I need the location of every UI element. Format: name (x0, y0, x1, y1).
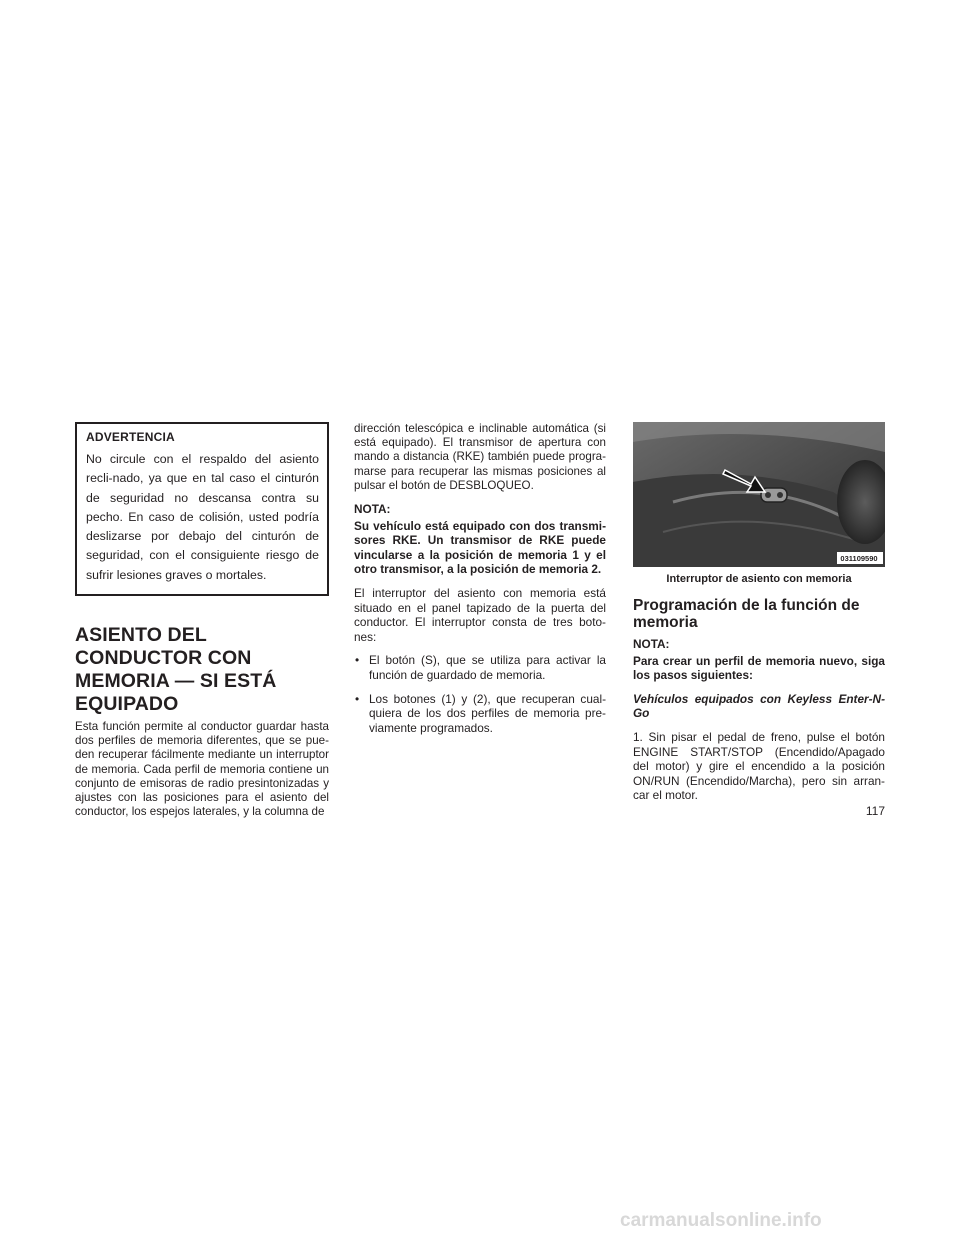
warning-body: No circule con el respaldo del asiento recli-nado, ya que en tal caso el cinturón de seguridad no descansa contra su pecho. En caso de colisión, usted podría deslizarse por debajo del cinturón de seguridad, con el consiguiente riesgo de sufrir lesiones graves o mortales. (86, 452, 319, 582)
memory-switch-photo (633, 422, 885, 567)
warning-title: ADVERTENCIA (86, 430, 175, 444)
list-item (354, 692, 606, 736)
page-number: 117 (865, 804, 885, 818)
figure-code: 031109590 (840, 554, 878, 563)
note-text: Su vehículo está equipado con dos transmi-sores RKE. Un transmisor de RKE puede vincularse a la posición de memoria 1 y el otro transmisor, a la posición de memoria 2. (354, 518, 606, 577)
section-title: ASIENTO DEL CONDUCTOR CON MEMORIA — SI ESTÁ EQUIPADO (75, 624, 277, 716)
warning-box (75, 422, 329, 596)
right-column (633, 422, 885, 812)
left-column (75, 422, 329, 829)
step-1: 1. Sin pisar el pedal de freno, pulse el botón ENGINE START/STOP (Encendido/Apagado del motor) y gire el encendido a la posición ON/RUN (Encendido/Marcha), pero sin arran-car el motor. (633, 729, 885, 803)
middle-column (354, 422, 606, 744)
note-label: NOTA: (633, 637, 670, 651)
figure-caption: Interruptor de asiento con memoria (666, 573, 852, 585)
bullet-icon: • (355, 691, 360, 706)
door-panel-illustration (633, 422, 885, 567)
vehicles-heading: Vehículos equipados con Keyless Enter-N-Go (633, 691, 885, 721)
list-item (354, 653, 606, 682)
section-intro: Esta función permite al conductor guardar hasta dos perfiles de memoria diferentes, que se pue-den recuperar fácilmente mediante un interruptor de memoria. Cada perfil de memoria contiene un conjunto de emisoras de radio presintonizadas y ajustes con las posiciones para el asiento del conductor, los espejos laterales, y la columna de (75, 720, 329, 819)
note-label: NOTA: (354, 502, 391, 517)
list-item-text: Los botones (1) y (2), que recuperan cual-quiera de los dos perfiles de memoria pre-viamente programados. (369, 691, 606, 735)
list-item-text: El botón (S), que se utiliza para activar la función de guardado de memoria. (369, 653, 606, 682)
continuation-paragraph: dirección telescópica e inclinable automática (si está equipado). El transmisor de apertura con mando a distancia (RKE) también puede progra-marse para recuperar las mismas posiciones al pulsar el botón de DESBLOQUEO. (354, 422, 606, 492)
note-text: Para crear un perfil de memoria nuevo, siga los pasos siguientes: (633, 653, 885, 683)
switch-description: El interruptor del asiento con memoria está situado en el panel tapizado de la puerta del conductor. El interruptor consta de tres boto-nes: (354, 585, 606, 644)
button-list (354, 653, 606, 735)
subsection-title: Programación de la función de memoria (633, 597, 860, 631)
bullet-icon: • (355, 653, 360, 668)
watermark: carmanualsonline.info (620, 1210, 822, 1231)
